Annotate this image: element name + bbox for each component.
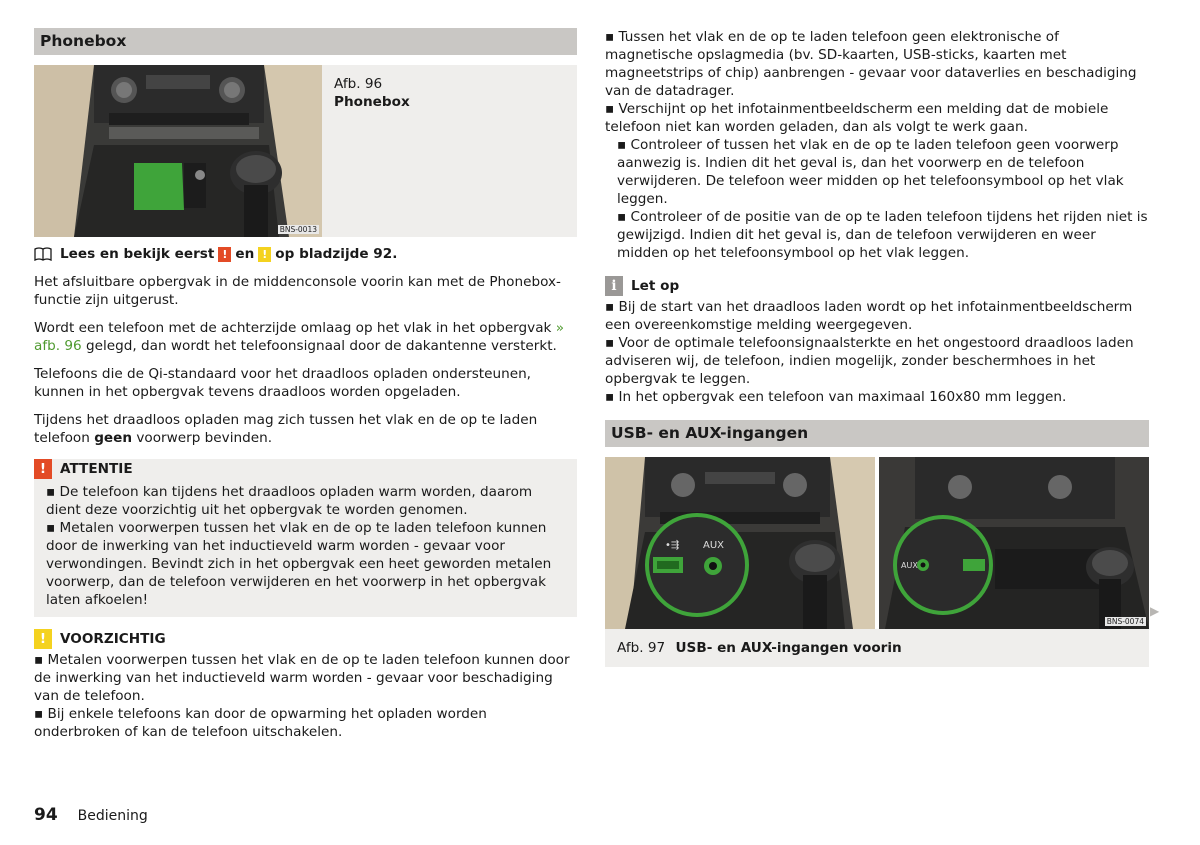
caution-icon: ! [258, 247, 271, 262]
voorzichtig-item: ▪ Metalen voorwerpen tussen het vlak en de op te laden telefoon kunnen door de inwerking van het inductieveld warm worden - gevaar voor beschadiging van de telefoon. [34, 652, 570, 704]
attentie-title-row [34, 459, 577, 479]
list-item: ▪ Controleer of de positie van de op te laden telefoon tijdens het rijden niet is gewijzigd. Indien dit het geval is, dan de telefoon verwijderen en weer midden op het telefoonsymbool op het vlak leggen. [617, 209, 1148, 261]
figure-title: USB- en AUX-ingangen voorin [675, 640, 902, 656]
figure-97 [605, 457, 1149, 667]
figure-number: Afb. 96 [334, 76, 383, 92]
figure-96-link[interactable]: » afb. 96 [34, 320, 565, 354]
list-item: ▪ Voor de optimale telefoonsignaalsterkte en het ongestoord draadloos laden adviseren wij, de telefoon, indien mogelijk, zonder beschermhoes in het opbergvak te leggen. [605, 335, 1134, 387]
paragraph-4-text-end: voorwerp bevinden. [132, 430, 273, 446]
section-header-phonebox: Phonebox [34, 28, 577, 55]
attentie-item: ▪ De telefoon kan tijdens het draadloos opladen warm worden, daarom dient deze voorzichtig uit het opbergvak te worden genomen. [46, 484, 533, 518]
chapter-name: Bediening [77, 808, 148, 824]
read-first-suffix: op bladzijde 92. [275, 246, 398, 262]
warning-icon: ! [34, 459, 52, 479]
media-warning-items [605, 28, 1149, 136]
list-item: ▪ In het opbergvak een telefoon van maximaal 160x80 mm leggen. [605, 389, 1067, 405]
list-item: ▪ Tussen het vlak en de op te laden telefoon geen elektronische of magnetische opslagmedia (bv. SD-kaarten, USB-sticks, kaarten met magneetstrips of chip) aanbrengen - gevaar voor dataverlies en beschadiging van de datadrager. [605, 29, 1137, 99]
page-number: 94 [34, 805, 58, 825]
read-first-prefix: Lees en bekijk eerst [60, 246, 215, 262]
paragraph-2-text-end: gelegd, dan wordt het telefoonsignaal door de dakantenne versterkt. [81, 338, 557, 354]
voorzichtig-title-row [34, 629, 577, 649]
read-first-mid: en [235, 246, 255, 262]
info-icon: i [605, 276, 623, 296]
voorzichtig-item: ▪ Bij enkele telefoons kan door de opwarming het opladen worden onderbroken of kan de telefoon uitschakelen. [34, 706, 487, 740]
list-item: ▪ Controleer of tussen het vlak en de op te laden telefoon geen voorwerp aanwezig is. Indien dit het geval is, dan het voorwerp en de telefoon verwijderen. De telefoon weer midden op het telefoonsymbool op het vlak leggen. [617, 137, 1124, 207]
figure-caption [322, 65, 422, 237]
read-first-line [34, 245, 577, 263]
figure-96 [34, 65, 577, 237]
attentie-box [34, 459, 577, 617]
figure-code: BNS-0013 [279, 225, 317, 234]
voorzichtig-items [34, 651, 577, 741]
warning-icon: ! [218, 247, 231, 262]
caution-icon: ! [34, 629, 52, 649]
letop-title-row [605, 276, 1149, 296]
attentie-items [34, 479, 577, 609]
paragraph-1: Het afsluitbare opbergvak in de middenconsole voorin kan met de Phonebox-functie zijn uitgerust. [34, 274, 561, 308]
figure-code: BNS-0074 [1106, 617, 1144, 626]
usb-aux-photo [605, 457, 1149, 629]
paragraph-2-text: Wordt een telefoon met de achterzijde omlaag op het vlak in het opbergvak [34, 320, 556, 336]
letop-items [605, 298, 1149, 406]
letop-title: Let op [631, 278, 680, 294]
section-header-usb-aux: USB- en AUX-ingangen [605, 420, 1149, 447]
paragraph-3: Telefoons die de Qi-standaard voor het draadloos opladen ondersteunen, kunnen in het opbergvak tevens draadloos worden opgeladen. [34, 366, 532, 400]
right-column [605, 28, 1149, 667]
next-page-arrow-icon: ▶ [1150, 604, 1160, 618]
figure-97-caption [605, 629, 1149, 667]
left-column [34, 28, 577, 741]
letop-block [605, 276, 1149, 406]
list-item: ▪ Verschijnt op het infotainmentbeeldscherm een melding dat de mobiele telefoon niet kan worden geladen, dan als volgt te werk gaan. [605, 101, 1109, 135]
figure-number: Afb. 97 [617, 640, 666, 656]
aux-label-right: AUX [901, 561, 918, 570]
attentie-item: ▪ Metalen voorwerpen tussen het vlak en de op te laden telefoon kunnen door de inwerking van het inductieveld warm worden - gevaar voor verwondingen. Bevindt zich in het opbergvak een heet geworden metalen voorwerp, dan de telefoon verwijderen en het voorwerp in het opbergvak laten afkoelen! [46, 520, 552, 608]
paragraph-2 [34, 319, 577, 355]
aux-label-left: AUX [703, 540, 725, 551]
figure-title: Phonebox [334, 94, 410, 110]
voorzichtig-title: VOORZICHTIG [60, 631, 166, 647]
usb-symbol: •⇶ [665, 540, 680, 551]
paragraph-4-text: Tijdens het draadloos opladen mag zich tussen het vlak en de op te laden telefoon [34, 412, 538, 446]
list-item: ▪ Bij de start van het draadloos laden wordt op het infotainmentbeeldscherm een overeenkomstige melding weergegeven. [605, 299, 1133, 333]
book-icon [34, 247, 52, 261]
paragraph-4 [34, 411, 577, 447]
attentie-title: ATTENTIE [60, 461, 133, 477]
phonebox-photo [34, 65, 322, 237]
page-footer [34, 806, 148, 825]
voorzichtig-block [34, 629, 577, 741]
troubleshoot-items [605, 136, 1149, 262]
phonebox-illustration [34, 65, 322, 237]
paragraph-4-bold: geen [94, 430, 133, 446]
usb-aux-illustration [605, 457, 1149, 629]
